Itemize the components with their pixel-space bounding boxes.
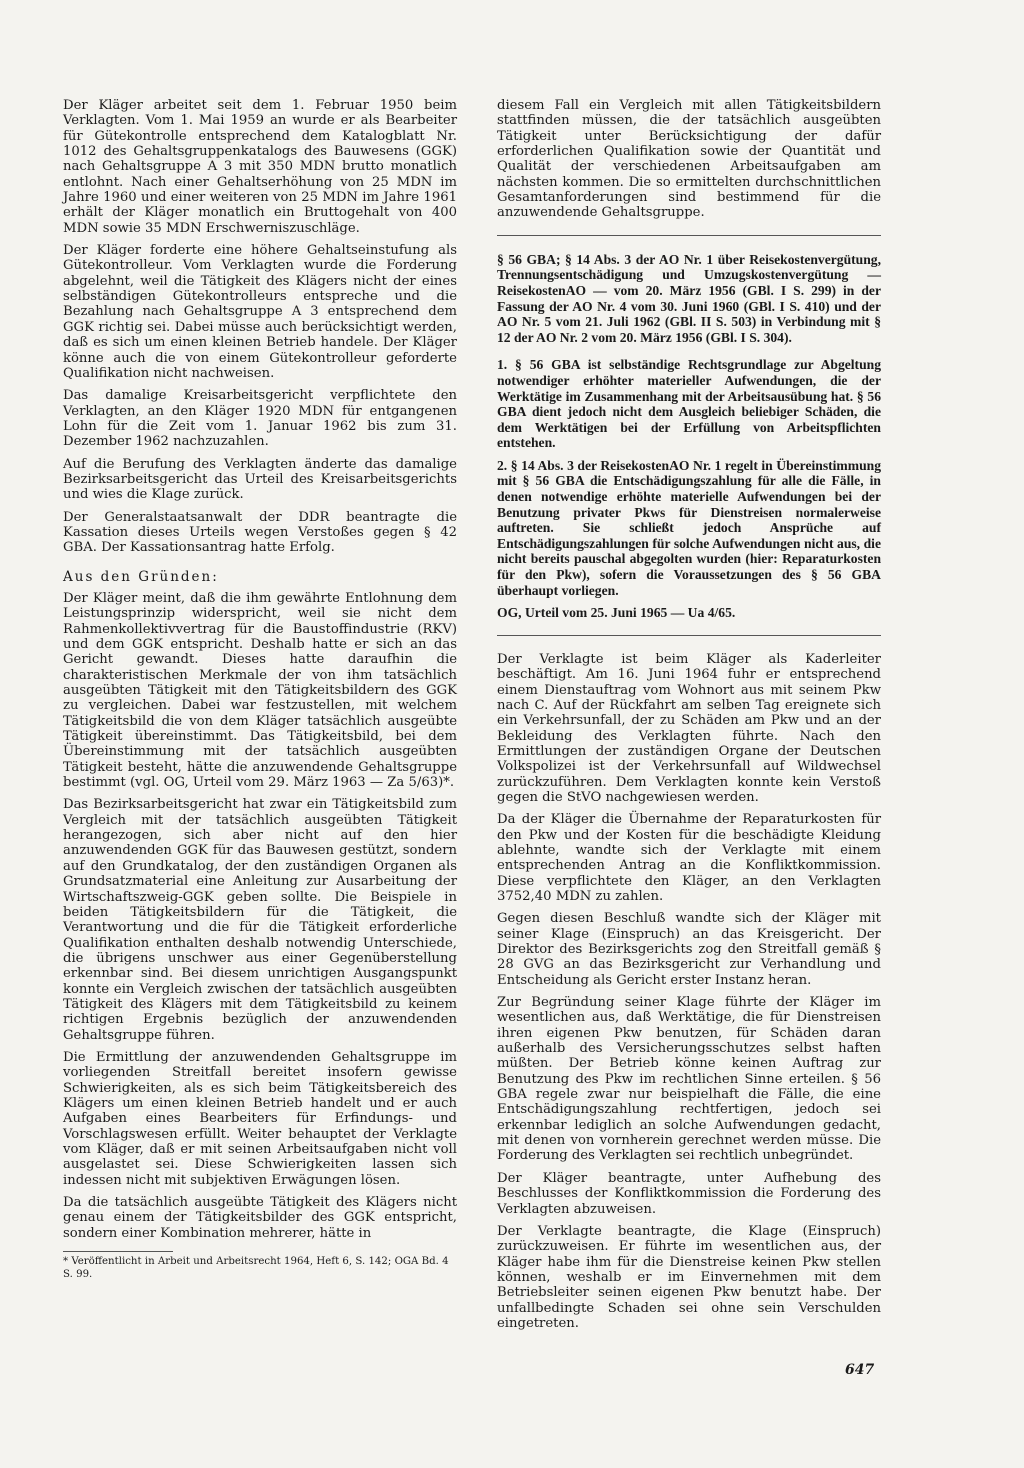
paragraph: Zur Begründung seiner Klage führte der Kläger im wesentlichen aus, daß Werktätige, die für Dienstreisen ihren eigenen Pkw benutzen, für Schäden daran außerhalb des Versicherungsschutzes selbst haften müßten. Der Betrieb könne keinen Auftrag zur Benutzung des Pkw im rechtlichen Sinne erteilen. § 56 GBA regele zwar nur beispielhaft die Fälle, die eine Entschädigungszahlung rechtfertigen, jedoch sei erkennbar lediglich an solche Aufwendungen gedacht, mit denen von vornherein gerechnet werden müsse. Die Forderung des Verklagten sei rechtlich unbegründet. [497,995,881,1164]
paragraph: Der Kläger arbeitet seit dem 1. Februar 1950 beim Verklagten. Vom 1. Mai 1959 an wurde er als Bearbeiter für Gütekontrolle entsprechend dem Katalogblatt Nr. 1012 des Gehaltsgruppenkatalogs des Bauwesens (GGK) nach Gehaltsgruppe A 3 mit 350 MDN brutto monatlich entlohnt. Nach einer Gehaltserhöhung von 25 MDN im Jahre 1960 und einer weiteren von 25 MDN im Jahre 1961 erhält der Kläger monatlich ein Bruttogehalt von 400 MDN sowie 35 MDN Erschwerniszuschläge. [63,98,457,236]
paragraph: Der Generalstaatsanwalt der DDR beantragte die Kassation dieses Urteils wegen Verstoßes gegen § 42 GBA. Der Kassationsantrag hatte Erfolg. [63,509,457,556]
paragraph: Der Verklagte beantragte, die Klage (Einspruch) zurückzuweisen. Er führte im wesentlichen aus, der Kläger habe ihm für die Dienstreise keinen Pkw stellen können, weshalb er im Einvernehmen mit dem Betriebsleiter seinen eigenen Pkw benutzt habe. Der unfallbedingte Schaden sei ohne sein Verschulden eingetreten. [497,1223,881,1331]
paragraph: Der Verklagte ist beim Kläger als Kaderleiter beschäftigt. Am 16. Juni 1964 fuhr er entsprechend einem Dienstauftrag vom Wohnort aus mit seinem Pkw nach C. Auf der Rückfahrt am selben Tag ereignete sich ein Verkehrsunfall, der zu Schäden am Pkw und an der Bekleidung des Verklagten führte. Nach den Ermittlungen der zuständigen Organe der Deutschen Volkspolizei ist der Verkehrsunfall auf Wildwechsel zurückzuführen. Dem Verklagten konnte kein Verstoß gegen die StVO nachgewiesen werden. [497,651,881,805]
paragraph: Auf die Berufung des Verklagten änderte das damalige Bezirksarbeitsgericht das Urteil des Kreisarbeitsgerichts und wies die Klage zurück. [63,456,457,503]
paragraph: Das damalige Kreisarbeitsgericht verpflichtete den Verklagten, an den Kläger 1920 MDN für entgangenen Lohn für die Zeit vom 1. Januar 1962 bis zum 31. Dezember 1962 nachzuzahlen. [63,388,457,450]
court-citation: OG, Urteil vom 25. Juni 1965 — Ua 4/65. [497,605,736,621]
section-divider [497,635,881,636]
right-column [497,98,881,1338]
footnote: * Veröffentlicht in Arbeit und Arbeitsrecht 1964, Heft 6, S. 142; OGA Bd. 4 S. 99. [63,1256,449,1280]
paragraph: Da die tatsächlich ausgeübte Tätigkeit des Klägers nicht genau einem der Tätigkeitsbilder des GGK entspricht, sondern einer Kombination mehrerer, hätte in [63,1195,457,1241]
page-number: 647 [845,1362,875,1378]
paragraph: diesem Fall ein Vergleich mit allen Tätigkeitsbildern stattfinden müssen, die der tatsächlich ausgeübten Tätigkeit unter Berücksichtigung der dafür erforderlichen Qualifikation sowie der Quantität und Qualität der verschiedenen Arbeitsaufgaben am nächsten kommen. Die so ermittelten durchschnittlichen Gesamtanforderungen sind bestimmend für die anzuwendende Gehaltsgruppe. [497,98,881,221]
paragraph: Das Bezirksarbeitsgericht hat zwar ein Tätigkeitsbild zum Vergleich mit der tatsächlich ausgeübten Tätigkeit herangezogen, sich aber nicht auf den hier anzuwendenden GGK für das Bauwesen gestützt, sondern auf den Grundkatalog, der den zuständigen Organen als Grundsatzmaterial eine Anleitung zur Ausarbeitung der Wirtschaftszweig-GGK geben sollte. Die Beispiele in beiden Tätigkeitsbildern für die Tätigkeit, die Verantwortung und die für die Tätigkeit erforderliche Qualifikation enthalten deshalb notwendig Unterschiede, die übrigens unschwer aus einer Gegenüberstellung erkennbar sind. Bei diesem unrichtigen Ausgangspunkt konnte ein Vergleich zwischen der tatsächlich ausgeübten Tätigkeit des Klägers mit dem Tätigkeitsbild zu keinem richtigen Ergebnis bezüglich der anzuwendenden Gehaltsgruppe führen. [63,797,457,1043]
paragraph: Da der Kläger die Übernahme der Reparaturkosten für den Pkw und der Kosten für die beschädigte Kleidung ablehnte, wandte sich der Verklagte mit einem entsprechenden Antrag an die Konfliktkommission. Diese verpflichtete den Kläger, an den Verklagten 3752,40 MDN zu zahlen. [497,812,881,904]
legal-principle-2: 2. § 14 Abs. 3 der ReisekostenAO Nr. 1 regelt in Übereinstimmung mit § 56 GBA die Entschädigungszahlung für alle die Fälle, in denen notwendige erhöhte materielle Aufwendungen bei der Benutzung privater Pkws für Dienstreisen normalerweise auftreten. Sie schließt jedoch Ansprüche auf Entschädigungszahlungen für solche Aufwendungen nicht aus, die nicht bereits pauschal abgegolten wurden (hier: Reparaturkosten für den Pkw), sofern die Voraussetzungen des § 56 GBA überhaupt vorliegen. [497,457,881,598]
left-column [63,98,457,1281]
section-heading: Aus den Gründen: [63,568,219,585]
paragraph: Die Ermittlung der anzuwendenden Gehaltsgruppe im vorliegenden Streitfall bereitet insofern gewisse Schwierigkeiten, als es sich beim Tätigkeitsbereich des Klägers um einen kleinen Betrieb handelt und er auch Aufgaben eines Bearbeiters für Erfindungs- und Vorschlagswesen erfüllt. Weiter behauptet der Verklagte vom Kläger, daß er mit seinen Arbeitsaufgaben nicht voll ausgelastet sei. Diese Schwierigkeiten lassen sich indessen nicht mit subjektiven Erwägungen lösen. [63,1049,457,1188]
paragraph: Der Kläger beantragte, unter Aufhebung des Beschlusses der Konfliktkommission die Forderung des Verklagten abzuweisen. [497,1170,881,1217]
paragraph: Der Kläger forderte eine höhere Gehaltseinstufung als Gütekontrolleur. Vom Verklagten wurde die Forderung abgelehnt, weil die Tätigkeit des Klägers nicht der eines selbständigen Gütekontrolleurs entspreche und die Bezahlung nach Gehaltsgruppe A 3 entsprechend dem GGK richtig sei. Dabei müsse auch berücksichtigt werden, daß es sich um einen kleinen Betrieb handele. Der Kläger könne auch die von einem Gütekontrolleur geforderte Qualifikation nicht nachweisen. [63,243,457,381]
footnote-divider [63,1251,173,1252]
legal-principle-1: 1. § 56 GBA ist selbständige Rechtsgrundlage zur Abgeltung notwendiger erhöhter materieller Aufwendungen, die der Werktätige im Zusammenhang mit der Arbeitsausübung hat. § 56 GBA dient jedoch nicht dem Ausgleich beliebiger Schäden, die dem Werktätigen bei der Erfüllung von Arbeitspflichten entstehen. [497,357,881,451]
statute-reference: § 56 GBA; § 14 Abs. 3 der AO Nr. 1 über Reisekostenvergütung, Trennungsentschädigung und Umzugskostenvergütung — ReisekostenAO — vom 20. März 1956 (GBl. I S. 299) in der Fassung der AO Nr. 4 vom 30. Juni 1960 (GBl. I S. 410) und der AO Nr. 5 vom 21. Juli 1962 (GBl. II S. 503) in Verbindung mit § 12 der AO Nr. 2 vom 20. März 1956 (GBl. I S. 304). [497,251,881,345]
section-divider [497,235,881,236]
paragraph: Der Kläger meint, daß die ihm gewährte Entlohnung dem Leistungsprinzip widerspricht, weil sie nicht dem Rahmenkollektivvertrag für die Baustoffindustrie (RKV) und dem GGK entspricht. Deshalb hatte er sich an das Gericht gewandt. Dieses hatte daraufhin die charakteristischen Merkmale der von ihm tatsächlich ausgeübten Tätigkeit mit den Tätigkeitsbildern des GGK zu vergleichen. Dabei war festzustellen, mit welchem Tätigkeitsbild die von dem Kläger tatsächlich ausgeübte Tätigkeit übereinstimmt. Das Tätigkeitsbild, bei dem Übereinstimmung mit der tatsächlich ausgeübten Tätigkeit besteht, hätte die anzuwendende Gehaltsgruppe bestimmt (vgl. OG, Urteil vom 29. März 1963 — Za 5/63)*. [63,590,457,791]
paragraph: Gegen diesen Beschluß wandte sich der Kläger mit seiner Klage (Einspruch) an das Kreisgericht. Der Direktor des Bezirksgerichts zog den Streitfall gemäß § 28 GVG an das Bezirksgericht zur Verhandlung und Entscheidung als Gericht erster Instanz heran. [497,911,881,988]
